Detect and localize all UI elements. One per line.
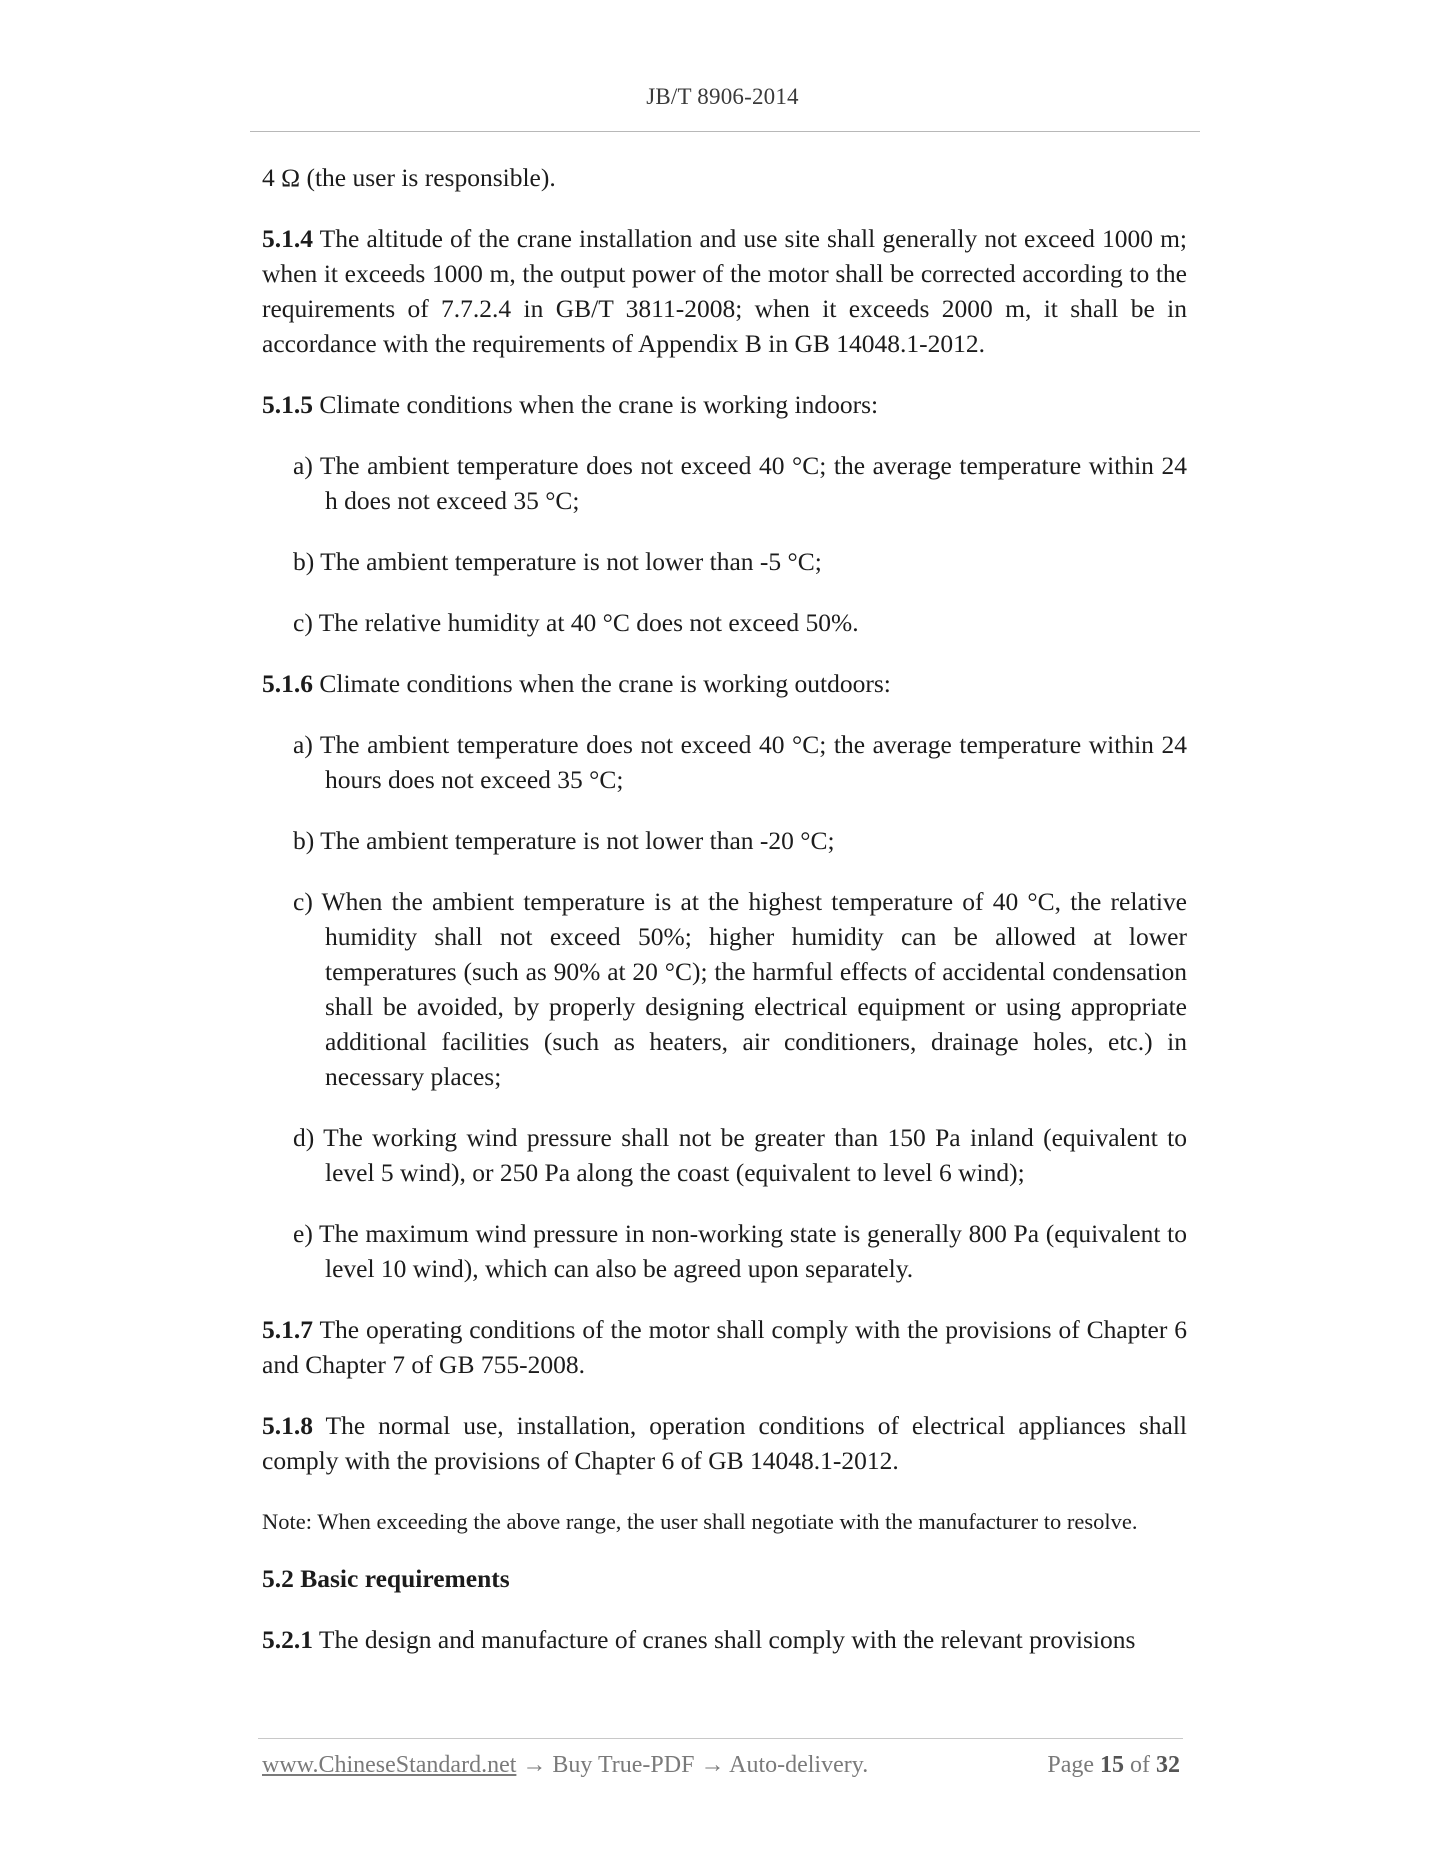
- clause-text: The altitude of the crane installation and use site shall generally not exceed 1000 m; when it exceeds 1000 m, the output power of the motor shall be corrected according to the requirements of 7.7.2.4 in GB/T 3811-2008; when it exceeds 2000 m, it shall be in accordance with the requirements of Appendix B in GB 14048.1-2012.: [262, 224, 1187, 358]
- clause-5-1-8: [262, 1408, 1187, 1478]
- clause-number: 5.1.4: [262, 224, 313, 253]
- page-label: Page: [1047, 1752, 1100, 1778]
- clause-number: 5.1.7: [262, 1315, 313, 1344]
- total-pages: 32: [1156, 1752, 1180, 1778]
- header-divider: [250, 131, 1200, 132]
- clause-text: Climate conditions when the crane is working indoors:: [313, 390, 879, 419]
- clause-number: 5.1.6: [262, 669, 313, 698]
- clause-number: 5.2.1: [262, 1625, 313, 1654]
- list-item: e) The maximum wind pressure in non-working state is generally 800 Pa (equivalent to level 10 wind), which can also be agreed upon separately.: [293, 1219, 1187, 1283]
- section-heading: 5.2 Basic requirements: [262, 1564, 510, 1593]
- list-item: b) The ambient temperature is not lower than -20 °C;: [293, 826, 835, 855]
- page-number: [1047, 1752, 1180, 1779]
- document-body: [262, 160, 1187, 1683]
- promo-text: → Buy True-PDF → Auto-delivery.: [516, 1752, 869, 1778]
- clause-number: 5.1.8: [262, 1411, 313, 1440]
- page-header: JB/T 8906-2014: [646, 84, 799, 109]
- list-item: c) When the ambient temperature is at the highest temperature of 40 °C, the relative humidity shall not exceed 50%; higher humidity can be allowed at lower temperatures (such as 90% at 20 °C); the harmful effects of accidental condensation shall be avoided, by properly designing electrical equipment or using appropriate additional facilities (such as heaters, air conditioners, drainage holes, etc.) in necessary places;: [293, 887, 1187, 1091]
- list-item: c) The relative humidity at 40 °C does not exceed 50%.: [293, 608, 859, 637]
- clause-text: Climate conditions when the crane is working outdoors:: [313, 669, 891, 698]
- list-item: b) The ambient temperature is not lower than -5 °C;: [293, 547, 822, 576]
- clause-5-1-6: [262, 666, 1187, 701]
- clause-text: The design and manufacture of cranes shall comply with the relevant provisions: [313, 1625, 1136, 1654]
- clause-text: The operating conditions of the motor shall comply with the provisions of Chapter 6 and Chapter 7 of GB 755-2008.: [262, 1315, 1187, 1379]
- footer-promo: [262, 1752, 868, 1779]
- clause-5-1-7: [262, 1312, 1187, 1382]
- list-item: a) The ambient temperature does not exceed 40 °C; the average temperature within 24 hours does not exceed 35 °C;: [293, 730, 1187, 794]
- footer-divider: [258, 1738, 1183, 1739]
- clause-5-1-4: [262, 221, 1187, 361]
- continued-paragraph: 4 Ω (the user is responsible).: [262, 163, 556, 192]
- note: Note: When exceeding the above range, the user shall negotiate with the manufacturer to resolve.: [262, 1509, 1138, 1534]
- clause-5-2-1: [262, 1622, 1187, 1657]
- clause-text: The normal use, installation, operation conditions of electrical appliances shall comply with the provisions of Chapter 6 of GB 14048.1-2012.: [262, 1411, 1187, 1475]
- clause-5-1-5: [262, 387, 1187, 422]
- list-item: a) The ambient temperature does not exceed 40 °C; the average temperature within 24 h does not exceed 35 °C;: [293, 451, 1187, 515]
- list-item: d) The working wind pressure shall not be greater than 150 Pa inland (equivalent to level 5 wind), or 250 Pa along the coast (equivalent to level 6 wind);: [293, 1123, 1187, 1187]
- clause-number: 5.1.5: [262, 390, 313, 419]
- current-page: 15: [1100, 1752, 1124, 1778]
- of-label: of: [1124, 1752, 1156, 1778]
- website-link[interactable]: www.ChineseStandard.net: [262, 1752, 517, 1778]
